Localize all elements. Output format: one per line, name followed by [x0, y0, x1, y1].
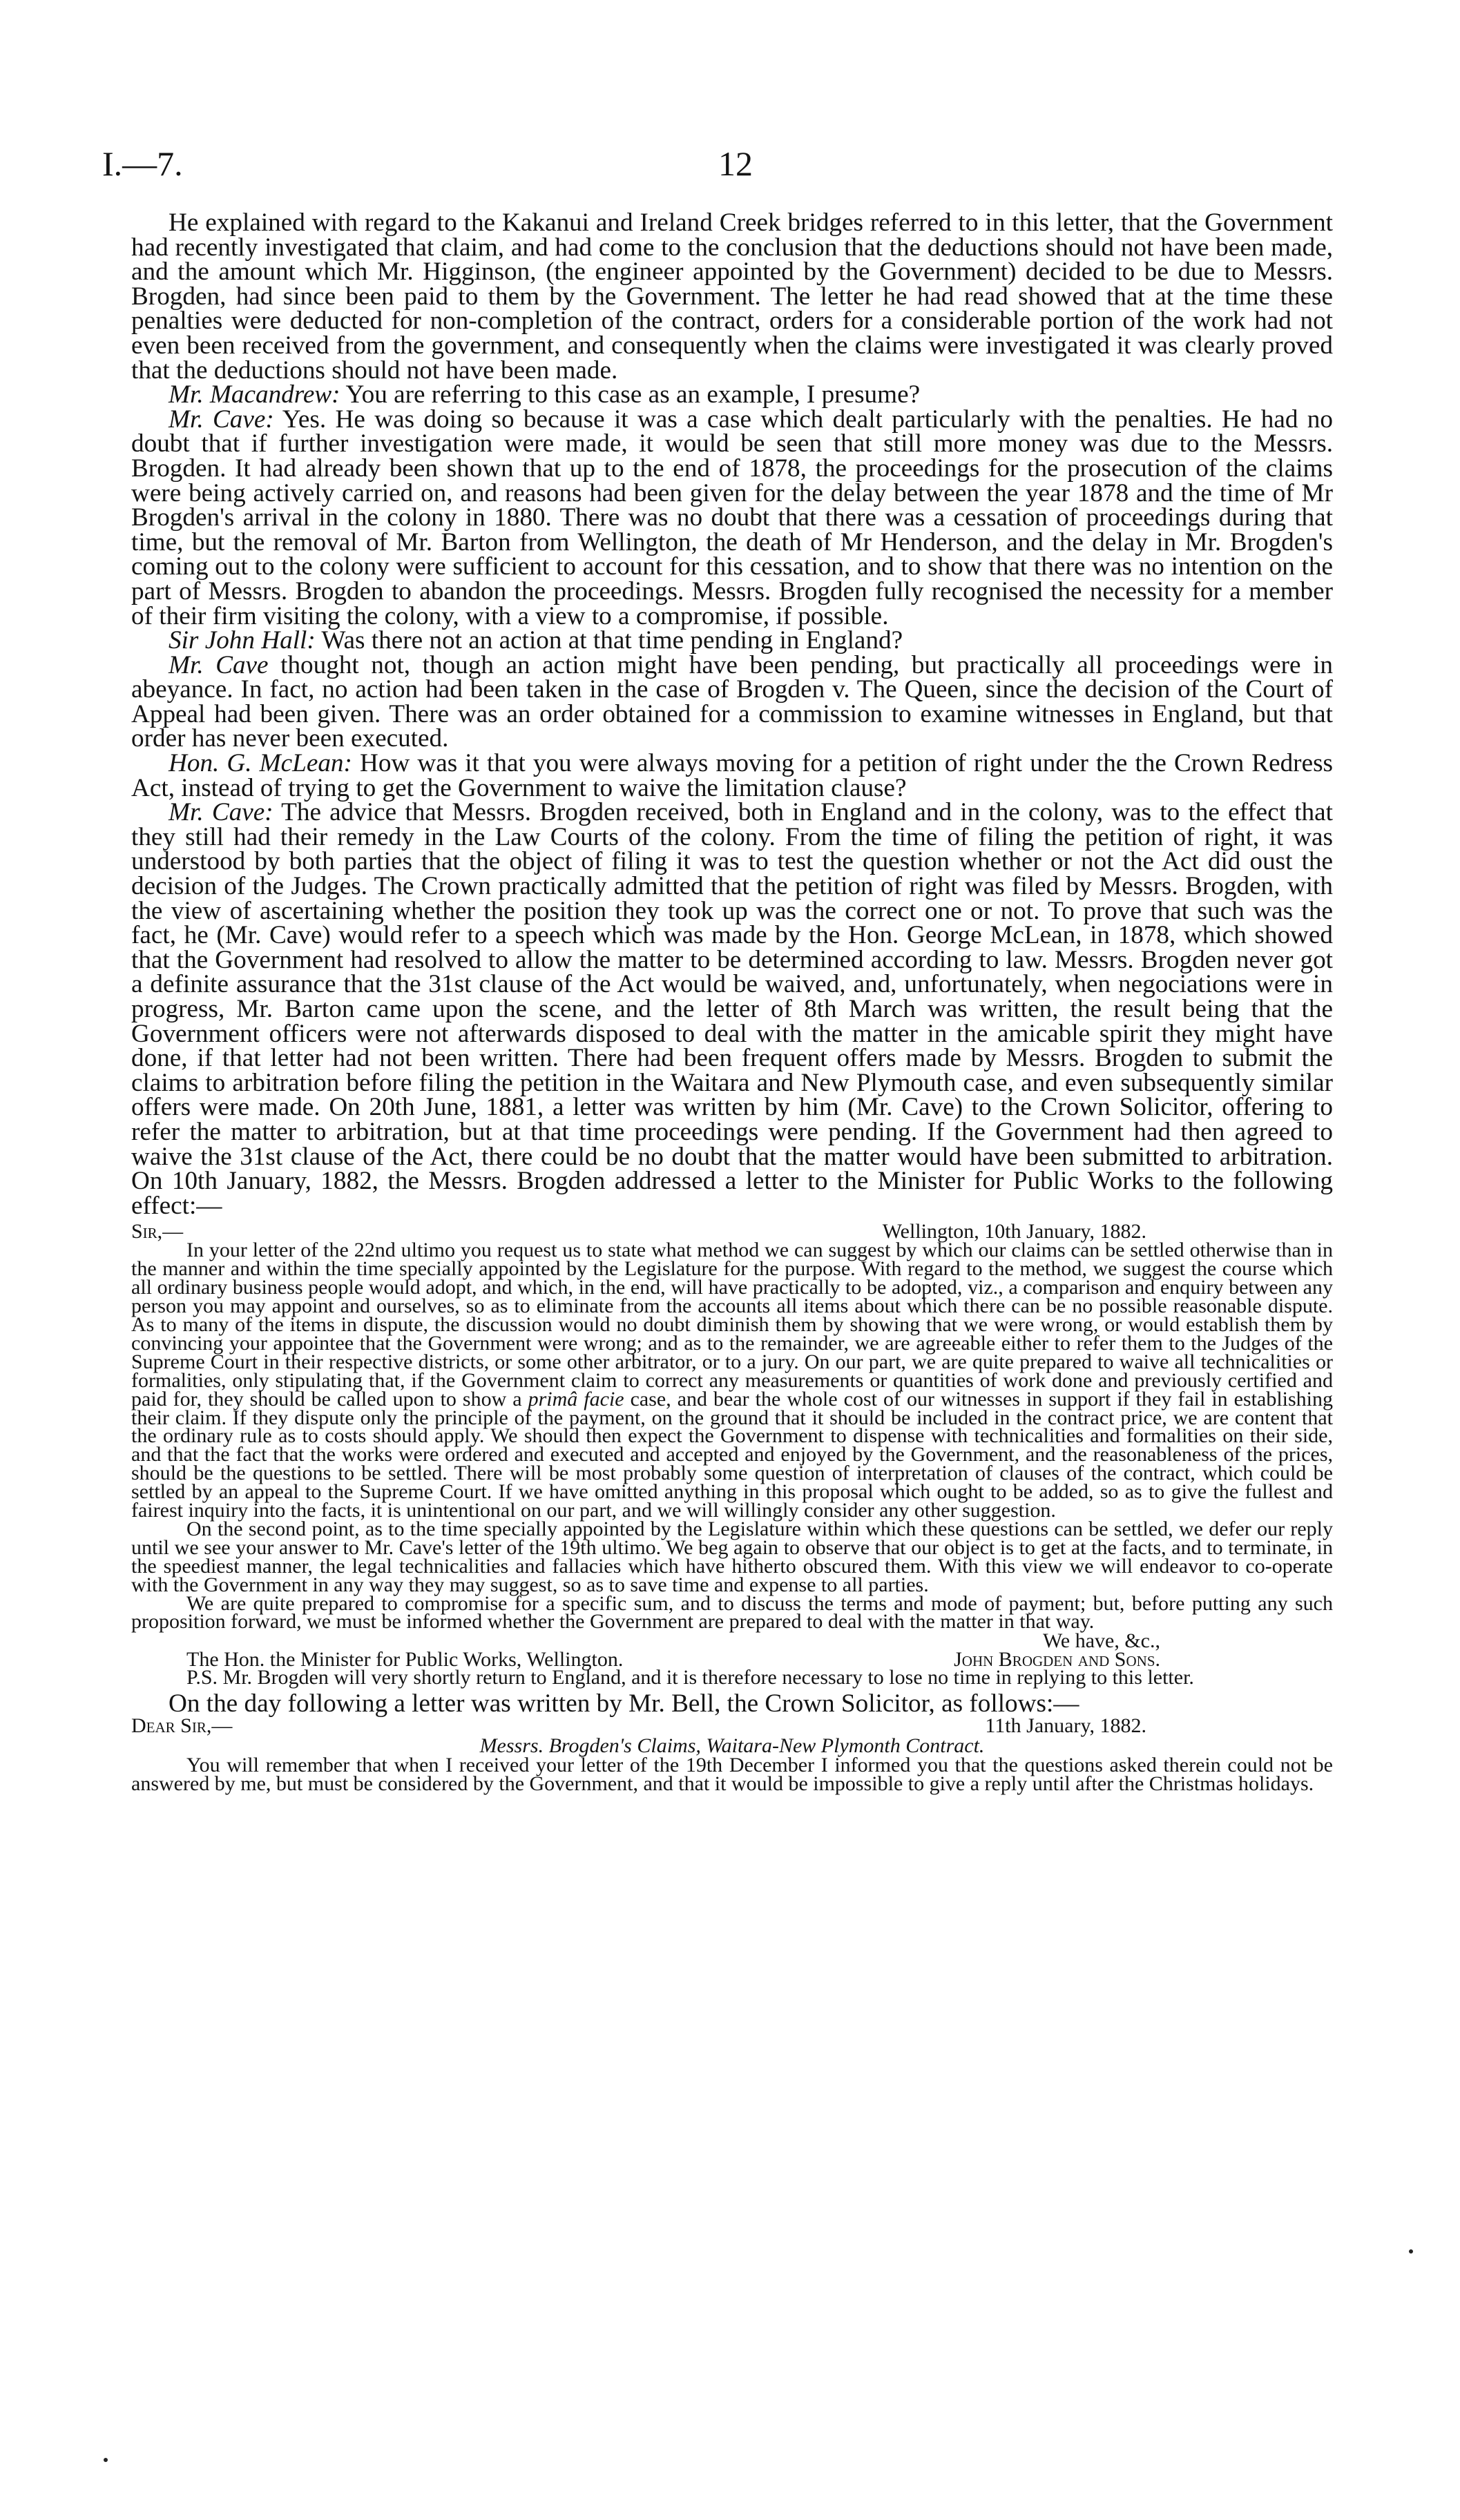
speech: Yes. He was doing so because it was a case which dealt particularly with the penalties. He had no doubt that if further investigation were made, it would be seen that still more money was due to the Messrs. Brogden. It had already been shown that up to the end of 1878, the proceedings for the prosecution of the claims were being actively carried on, and reasons had been given for the delay between the year 1878 and the time of Mr Brogden's arrival in the colony in 1880. There was no doubt that there was a cessation of proceedings during that time, but the removal of Mr. Barton from Wellington, the death of Mr Henderson, and the delay in Mr. Brogden's coming out to the colony were sufficient to account for this cessation, and to show that there was no intention on the part of Messrs. Brogden to abandon the proceedings. Messrs. Brogden fully recognised the necessity for a member of their firm visiting the colony, with a view to a compromise, if possible. — [131, 405, 1333, 630]
page-number: 12 — [718, 144, 753, 183]
letter-dateline: 11th January, 1882. — [985, 1714, 1146, 1737]
paragraph — [131, 382, 1333, 407]
scan-speck — [104, 2458, 108, 2462]
speaker: Mr. Cave: — [169, 798, 273, 827]
speaker: Mr. Macandrew: — [169, 380, 340, 409]
letter-header — [131, 1716, 1333, 1736]
speech: The advice that Messrs. Brogden received, both in England and in the colony, was to the effect that they still had their remedy in the Law Courts of the colony. From the time of filing the petition of right, it was understood by both parties that the object of filing it was to test the question whether or not the Act did oust the decision of the Judges. The Crown practically admitted that the petition of right was filed by Messrs. Brogden, with the view of ascertaining whether the position they took up was the correct one or not. To prove that such was the fact, he (Mr. Cave) would refer to a speech which was made by the Hon. George McLean, in 1878, which showed that the Government had resolved to allow the matter to be determined according to law. Messrs. Brogden never got a definite assurance that the 31st clause of the Act would be waived, and, unfortunately, when negociations were in progress, Mr. Barton came upon the scene, and the letter of 8th March was written, the result being that the Government officers were not afterwards disposed to deal with the matter in the amicable spirit they might have done, if that letter had not been written. There had been frequent offers made by Messrs. Brogden to submit the claims to arbitration before filing the petition in the Waitara and New Plymouth case, and even subsequently similar offers were made. On 20th June, 1881, a letter was written by him (Mr. Cave) to the Crown Solicitor, offering to refer the matter to arbitration, but at that time proceedings were pending. If the Government had then agreed to waive the 31st clause of the Act, there could be no doubt that the matter would have been submitted to arbitration. On 10th January, 1882, the Messrs. Brogden addressed a letter to the Minister for Public Works to the following effect:— — [131, 798, 1333, 1220]
bridge-paragraph: On the day following a letter was written by Mr. Bell, the Crown Solicitor, as follows:— — [169, 1689, 1079, 1718]
letter-brogden — [131, 1222, 1333, 1687]
letter-salutation: Sir,— — [131, 1220, 184, 1243]
letter-postscript: P.S. Mr. Brogden will very shortly return to England, and it is therefore necessary to lose no time in replying to this letter. — [186, 1666, 1194, 1689]
speaker: Mr. Cave — [169, 650, 269, 679]
paragraph — [131, 628, 1333, 653]
letter-text: In your letter of the 22nd ultimo you request us to state what method we can suggest by which our claims can be settled otherwise than in the manner and within the time specially appointed by the Legislature for the purpose. With regard to the method, we suggest the course which all ordinary business people would adopt, and which, in the end, will have practically to be adopted, viz., a comparison and enquiry between any person you may appoint and ourselves, so as to eliminate from the accounts all items about which there can be no possible reasonable dispute. As to many of the items in dispute, the discussion would no doubt diminish them by showing that we were wrong, or would establish them by convincing your appointee that the Government were wrong; and as to the remainder, we are agreeable either to refer them to the Judges of the Supreme Court in their respective districts, or some other arbitrator, or to a jury. On our part, we are quite prepared to waive all technicalities or formalities, only stipulating that, if the Government claim to correct any measurements or quantities of work done and previously certified and paid for, they should be called upon to show a — [131, 1239, 1333, 1411]
speech: You are referring to this case as an example, I presume? — [340, 380, 921, 409]
letter-paragraph — [131, 1241, 1333, 1520]
letter-text: case, and bear the whole cost of our witnesses in support if they fail in establishing their claim. If they dispute only the principle of the payment, on the ground that it should be included in the contract price, we are content that the ordinary rule as to costs should apply. We should then expect the Government to dispense with technicalities and formalities on their side, and that the fact that the works were ordered and executed and accepted and enjoyed by the Government, and the reasonableness of the prices, should be the questions to be settled. There will be most probably some question of interpretation of clauses of the contract, which could be settled by an appeal to the Supreme Court. If we have omitted anything in this proposal which ought to be added, so as to give the fullest and fairest inquiry into the facts, it is unintentional on our part, and we will willingly consider any other suggestion. — [131, 1387, 1333, 1522]
speech: How was it that you were always moving for a petition of right under the the Crown Redress Act, instead of trying to get the Government to waive the limitation clause? — [131, 749, 1334, 802]
letter-addressee: The Hon. the Minister for Public Works, Wellington. — [186, 1648, 624, 1671]
speech: Was there not an action at that time pending in England? — [315, 626, 903, 655]
speaker: Mr. Cave: — [169, 405, 274, 434]
paragraph — [131, 800, 1333, 1218]
letter-closing: We have, &c., — [1042, 1629, 1160, 1653]
letter-subject: Messrs. Brogden's Claims, Waitara-New Plymonth Contract. — [479, 1734, 985, 1757]
letter-paragraph: You will remember that when I received your letter of the 19th December I informed you that the questions asked therein could not be answered by me, but must be considered by the Government, and that it would be impossible to give a reply until after the Christmas holidays. — [131, 1753, 1333, 1795]
paragraph: He explained with regard to the Kakanui and Ireland Creek bridges referred to in this letter, that the Government had recently investigated that claim, and had come to the conclusion that the deductions should not have been made, and the amount which Mr. Higginson, (the engineer appointed by the Government) decided to be due to Messrs. Brogden, had since been paid to them by the Government. The letter he had read showed that at the time these penalties were deducted for non-completion of the contract, orders for a considerable portion of the work had not even been received from the government, and consequently when the claims were investigated it was clearly proved that the deductions should not have been made. — [131, 209, 1333, 385]
paragraph — [131, 407, 1333, 628]
letter-paragraph: On the second point, as to the time specially appointed by the Legislature within which these questions can be settled, we defer our reply until we see your answer to Mr. Cave's letter of the 19th ultimo. We beg again to observe that our object is to get at the facts, and to terminate, in the speediest manner, the legal technicalities and fallacies which have hitherto obscured them. With this view we will endeavor to co-operate with the Government in any way they may suggest, so as to save time and expense to all parties. — [131, 1517, 1333, 1596]
scan-speck — [1409, 2249, 1413, 2254]
speech: thought not, though an action might have been pending, but practically all proceedings were in abeyance. In fact, no action had been taken in the case of Brogden v. The Queen, since the decision of the Court of Appeal had been given. There was an order obtained for a commission to examine witnesses in England, but that order has never been executed. — [131, 650, 1333, 753]
letter-signature: John Brogden and Sons. — [954, 1648, 1160, 1671]
speaker: Hon. G. McLean: — [169, 749, 352, 778]
paragraph — [131, 650, 1333, 753]
letter-bell — [131, 1716, 1333, 1794]
letter-dateline: Wellington, 10th January, 1882. — [882, 1220, 1146, 1243]
letter-paragraph: We are quite prepared to compromise for a specific sum, and to discuss the terms and mode of payment; but, before putting any such proposition forward, we must be informed whether the Government are prepared to deal with the matter in that way. — [131, 1591, 1333, 1634]
speaker: Sir John Hall: — [169, 626, 316, 655]
body-text — [131, 211, 1333, 1794]
letter-salutation: Dear Sir,— — [131, 1714, 233, 1737]
letter-closing-row — [131, 1629, 1333, 1653]
letter-italic-text: primâ facie — [528, 1387, 624, 1411]
paragraph — [131, 751, 1333, 800]
document-reference: I.—7. — [102, 144, 183, 183]
